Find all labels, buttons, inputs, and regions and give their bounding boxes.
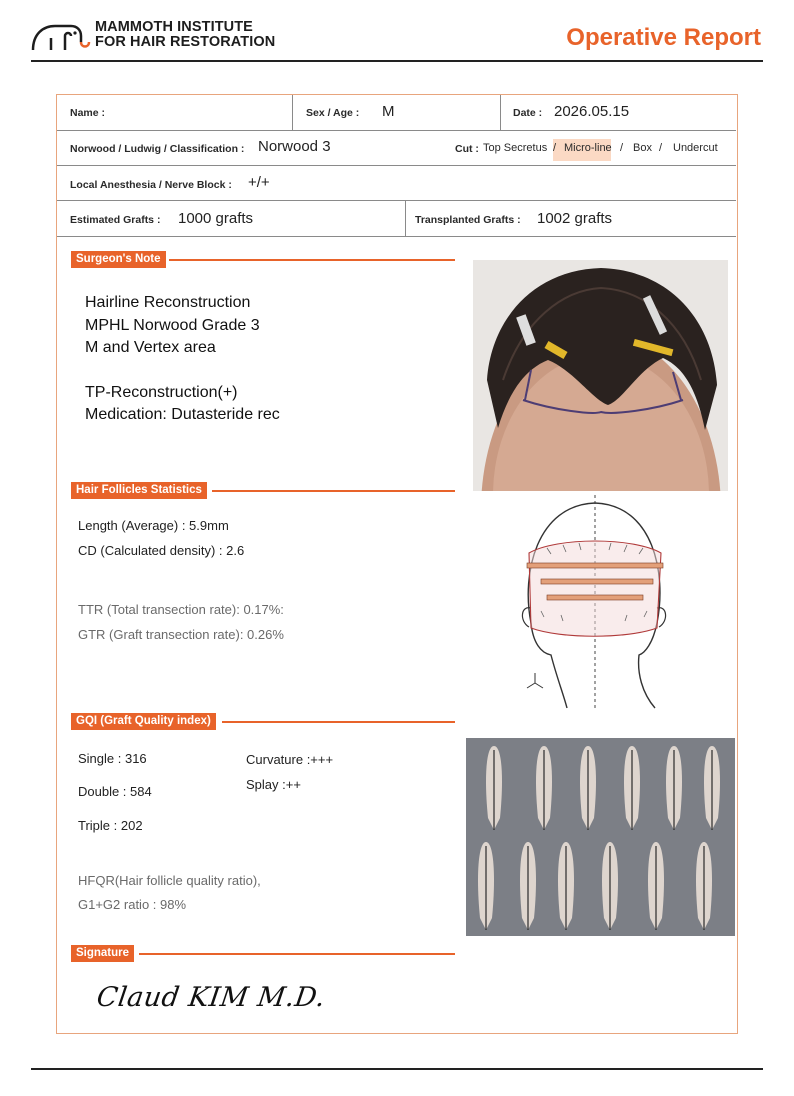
estimated-grafts-value: 1000 grafts (178, 210, 254, 227)
density-stat: CD (Calculated density) : 2.6 (78, 543, 245, 558)
logo-text (95, 20, 275, 50)
cut-option-top-secretus: Top Secretus (483, 142, 548, 154)
report-header (31, 14, 763, 62)
page-title: Operative Report (566, 24, 761, 51)
triple-grafts-stat: Triple : 202 (78, 818, 143, 833)
cut-separator: / (620, 142, 624, 154)
classification-label: Norwood / Ludwig / Classification : (70, 143, 245, 155)
cut-option-box: Box (633, 142, 652, 154)
sex-age-value: M (382, 103, 395, 120)
logo-line-2: FOR HAIR RESTORATION (95, 34, 276, 50)
surgeons-note-heading: Surgeon's Note (71, 251, 166, 268)
classification-value: Norwood 3 (258, 138, 331, 155)
section-rule (139, 953, 455, 955)
hfqr-line-2: G1+G2 ratio : 98% (78, 897, 187, 912)
note-line: Medication: Dutasteride rec (85, 406, 280, 423)
ttr-stat: TTR (Total transection rate): 0.17%: (78, 602, 284, 617)
single-grafts-stat: Single : 316 (78, 751, 147, 766)
patient-info-row (57, 95, 736, 131)
name-label: Name : (70, 107, 106, 119)
signature-value: Claud KIM M.D. (94, 982, 328, 1013)
sex-age-label: Sex / Age : (306, 107, 360, 119)
gqi-heading: GQI (Graft Quality index) (71, 713, 216, 730)
note-line: MPHL Norwood Grade 3 (85, 317, 260, 334)
cut-label: Cut : (455, 143, 479, 155)
divider (405, 201, 406, 236)
logo-line-1: MAMMOTH INSTITUTE (95, 19, 253, 35)
hfqr-line-1: HFQR(Hair follicle quality ratio), (78, 873, 261, 888)
anesthesia-label: Local Anesthesia / Nerve Block : (70, 179, 232, 191)
date-value: 2026.05.15 (554, 103, 630, 120)
signature-heading: Signature (71, 945, 134, 962)
transplanted-grafts-value: 1002 grafts (537, 210, 613, 227)
note-line: Hairline Reconstruction (85, 294, 251, 311)
anesthesia-value: +/+ (248, 174, 270, 191)
grafts-photo (466, 738, 735, 936)
follicle-stats-heading: Hair Follicles Statistics (71, 482, 207, 499)
splay-stat: Splay :++ (246, 777, 301, 792)
gtr-stat: GTR (Graft transection rate): 0.26% (78, 627, 284, 642)
section-rule (212, 490, 455, 492)
date-label: Date : (513, 107, 543, 119)
anesthesia-row (57, 166, 736, 201)
mammoth-logo-icon (31, 20, 91, 52)
donor-area-diagram (517, 493, 667, 713)
report-frame (56, 94, 738, 1034)
cut-separator: / (553, 142, 557, 154)
cut-option-micro-line: Micro-line (564, 142, 612, 154)
cut-separator: / (659, 142, 663, 154)
footer-rule (31, 1068, 763, 1070)
curvature-stat: Curvature :+++ (246, 752, 334, 767)
classification-row (57, 131, 736, 166)
note-line: M and Vertex area (85, 339, 216, 356)
section-rule (169, 259, 455, 261)
grafts-row (57, 201, 736, 237)
note-line: TP-Reconstruction(+) (85, 384, 238, 401)
hairline-photo (473, 260, 728, 491)
double-grafts-stat: Double : 584 (78, 784, 152, 799)
divider (500, 95, 501, 130)
cut-option-undercut: Undercut (673, 142, 718, 154)
section-rule (222, 721, 455, 723)
transplanted-grafts-label: Transplanted Grafts : (415, 214, 521, 226)
length-stat: Length (Average) : 5.9mm (78, 518, 229, 533)
estimated-grafts-label: Estimated Grafts : (70, 214, 161, 226)
divider (292, 95, 293, 130)
